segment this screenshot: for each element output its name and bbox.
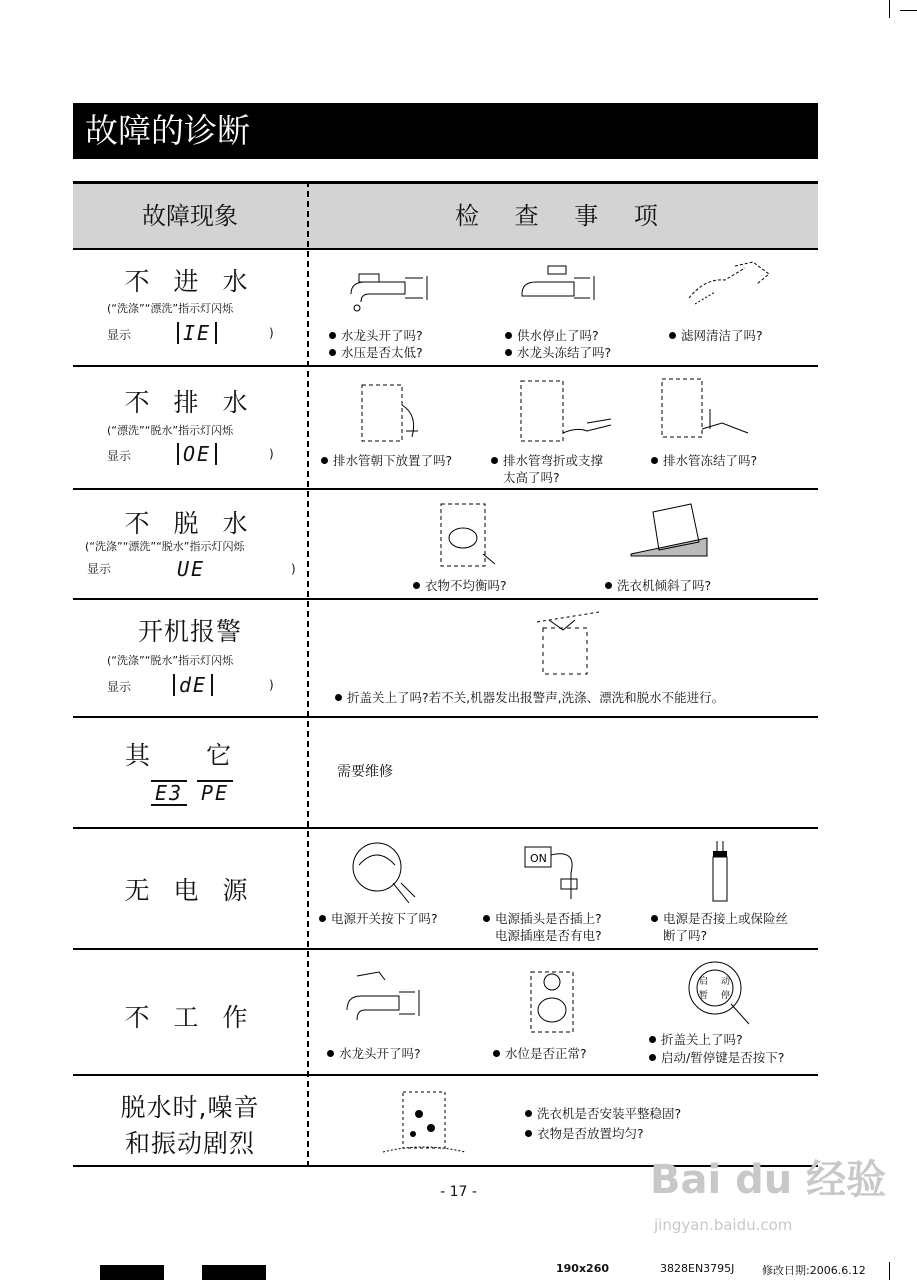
washer-drain-icon [517, 375, 617, 445]
page-number: - 17 - [440, 1184, 477, 1200]
crop-mark-right-v [889, 0, 890, 18]
symptom-title: 无 电 源 [124, 876, 256, 905]
bullet-icon [525, 1130, 532, 1137]
table-row [73, 716, 818, 827]
close-paren: ) [269, 326, 274, 340]
error-code: IE [177, 322, 217, 344]
check-item: 滤网清洁了吗? [669, 328, 763, 344]
symptom-note: (“洗涤”“漂洗”“脱水”指示灯闪烁 [85, 540, 245, 553]
table-row [73, 948, 818, 1074]
check-item: 水龙头冻结了吗? [505, 345, 611, 361]
display-label: 显示 [107, 328, 132, 342]
repair-text: 需要维修 [337, 764, 393, 780]
bullet-icon [525, 1110, 532, 1117]
bullet-icon [651, 457, 658, 464]
washer-drain-icon [356, 375, 426, 445]
check-item: 排水管冻结了吗? [651, 453, 757, 469]
symptom-note: (“漂洗”“脱水”指示灯闪烁 [107, 424, 234, 437]
bullet-icon [669, 332, 676, 339]
close-paren: ) [269, 678, 274, 692]
faucet-icon [339, 962, 429, 1032]
baidu-watermark-logo: Bai du 经验 [650, 1157, 887, 1203]
bullet-icon [649, 1036, 656, 1043]
svg-text:动: 动 [721, 977, 731, 987]
symptom-title: 其 它 [125, 741, 255, 770]
symptom-title: 不 脱 水 [124, 509, 256, 538]
check-item: 断了吗? [663, 928, 708, 943]
check-item: 电源开关按下了吗? [319, 911, 438, 927]
svg-text:暂: 暂 [699, 991, 709, 1001]
bullet-icon [329, 349, 336, 356]
check-item: 供水停止了吗? [505, 328, 599, 344]
symptom-title: 不 排 水 [124, 388, 256, 417]
bullet-icon [605, 582, 612, 589]
footer-black-block [202, 1265, 266, 1280]
bullet-icon [505, 349, 512, 356]
check-item: 水龙头开了吗? [329, 328, 423, 344]
symptom-note: (“洗涤”“漂洗”指示灯闪烁 [107, 302, 234, 315]
bullet-icon [505, 332, 512, 339]
bullet-icon [491, 457, 498, 464]
vibrating-washer-icon [379, 1084, 469, 1160]
footer-doc-id: 3828EN3795J [660, 1262, 735, 1275]
footer-black-block [100, 1265, 164, 1280]
troubleshooting-table [73, 181, 818, 1167]
alarm-washer-icon [529, 608, 609, 678]
table-row [73, 248, 818, 365]
table-row [73, 827, 818, 948]
washer-unbalanced-icon [433, 498, 503, 572]
check-item: 电源插头是否插上? [483, 911, 602, 927]
footer-revised: 修改日期:2006.6.12 [762, 1264, 866, 1277]
crop-mark-right-h [900, 10, 917, 11]
power-button-icon [349, 839, 419, 909]
error-code: PE [197, 780, 233, 804]
bullet-icon [319, 915, 326, 922]
check-item: 水龙头开了吗? [327, 1046, 421, 1062]
washer-tilted-icon [629, 498, 709, 558]
bullet-icon [493, 1050, 500, 1057]
symptom-title: 脱水时,噪音 [120, 1093, 260, 1122]
table-header [73, 181, 818, 248]
symptom-title: 不 进 水 [124, 267, 256, 296]
svg-text:启: 启 [699, 977, 709, 987]
fuse-icon [703, 837, 743, 907]
crop-mark-bottom-v [889, 1262, 890, 1280]
error-code: dE [173, 674, 213, 696]
symptom-title: 不 工 作 [124, 1003, 256, 1032]
check-item: 衣物不均衡吗? [413, 578, 507, 594]
header-symptom: 故障现象 [142, 202, 238, 230]
column-divider [307, 181, 309, 1167]
faucet-icon [518, 264, 598, 304]
page-title: 故障的诊断 [73, 103, 818, 159]
svg-text:ON: ON [530, 852, 547, 865]
bullet-icon [649, 1054, 656, 1061]
check-item: 太高了吗? [503, 470, 560, 485]
faucet-icon [345, 264, 435, 314]
error-code: UE [177, 557, 206, 581]
check-item: 电源插座是否有电? [495, 928, 602, 943]
check-item: 启动/暂停键是否按下? [649, 1050, 784, 1066]
check-item: 电源是否接上或保险丝 [651, 911, 788, 927]
symptom-title-line2: 和振动剧烈 [124, 1129, 255, 1158]
filter-hand-icon [685, 258, 775, 308]
display-label: 显示 [107, 680, 132, 694]
bullet-icon [329, 332, 336, 339]
error-code: OE [177, 443, 217, 465]
svg-text:停: 停 [721, 991, 731, 1001]
check-item: 折盖关上了吗? [649, 1032, 743, 1048]
check-item: 洗衣机是否安装平整稳固? [525, 1106, 681, 1122]
header-check: 检 查 事 项 [455, 202, 672, 230]
table-row [73, 598, 818, 716]
check-item: 衣物是否放置均匀? [525, 1126, 644, 1142]
symptom-note: (“洗涤”“脱水”指示灯闪烁 [107, 654, 234, 667]
bullet-icon [327, 1050, 334, 1057]
display-label: 显示 [87, 562, 112, 576]
table-row [73, 488, 818, 598]
footer-size: 190x260 [556, 1262, 610, 1275]
check-item: 洗衣机倾斜了吗? [605, 578, 711, 594]
check-item: 水压是否太低? [329, 345, 423, 361]
display-label: 显示 [107, 449, 132, 463]
close-paren: ) [269, 447, 274, 461]
check-item: 排水管弯折或支撑 [491, 453, 603, 469]
bullet-icon [321, 457, 328, 464]
bullet-icon [335, 694, 342, 701]
water-level-icon [523, 966, 583, 1036]
symptom-title: 开机报警 [137, 617, 242, 646]
error-code: E3 [151, 780, 187, 806]
check-item: 折盖关上了吗?若不关,机器发出报警声,洗涤、漂洗和脱水不能进行。 [335, 690, 724, 706]
close-paren: ) [291, 562, 296, 576]
washer-drain-icon [658, 373, 758, 443]
table-row [73, 365, 818, 488]
start-pause-button-icon [685, 958, 757, 1030]
bullet-icon [483, 915, 490, 922]
check-item: 水位是否正常? [493, 1046, 587, 1062]
bullet-icon [651, 915, 658, 922]
bullet-icon [413, 582, 420, 589]
power-plug-icon [521, 839, 591, 909]
baidu-watermark-url: jingyan.baidu.com [654, 1216, 793, 1234]
check-item: 排水管朝下放置了吗? [321, 453, 452, 469]
